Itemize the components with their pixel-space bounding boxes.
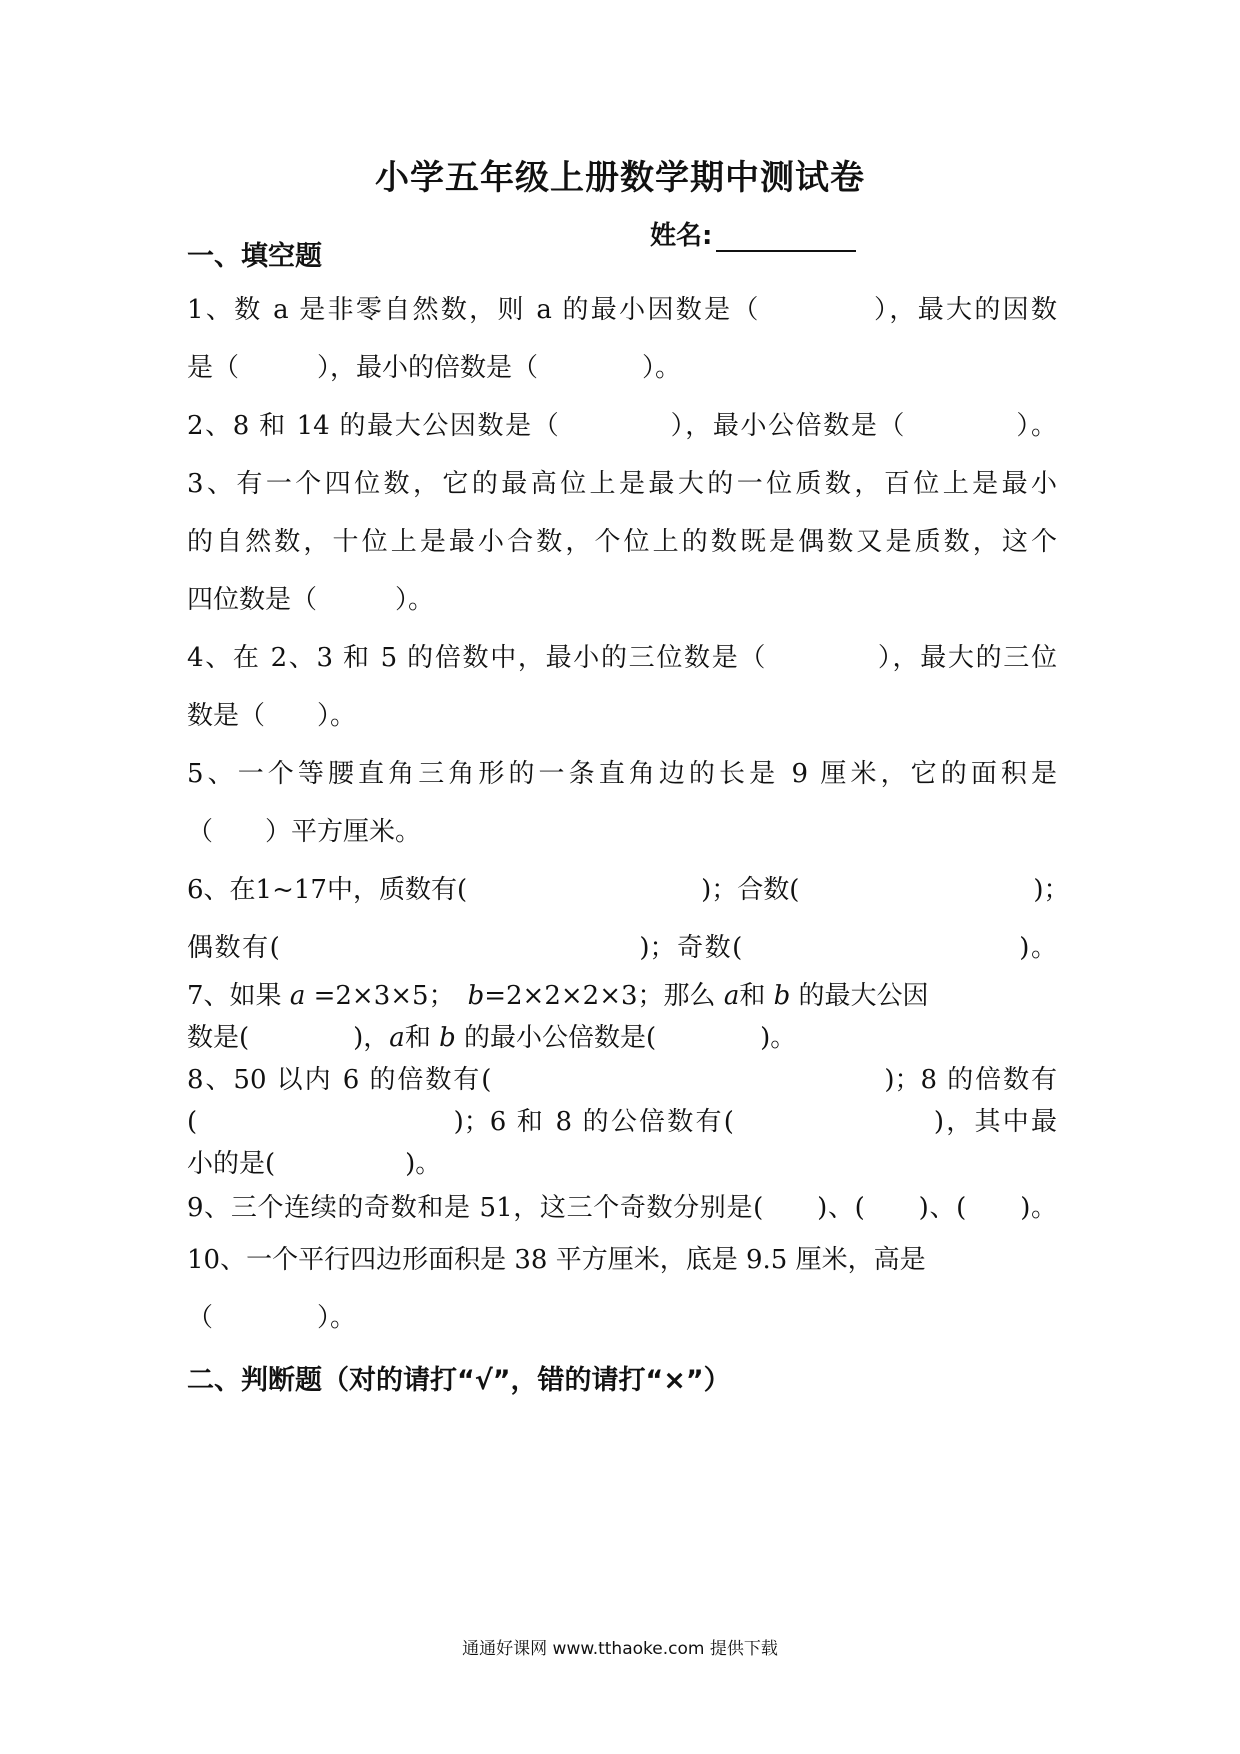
question-8-line-3: 小的是( )。 [187,1149,442,1179]
q7-text: 的最大公因 [790,981,929,1011]
question-6-line-1: 6、在1~17中，质数有( )；合数( )； [187,875,1070,905]
section-true-false-heading: 二、判断题（对的请打“√”，错的请打“×”） [187,1365,731,1396]
q7-var-a: a [389,1023,405,1053]
question-3-line-3: 四位数是（ ）。 [187,585,435,615]
question-5-line-2: （ ）平方厘米。 [187,817,422,847]
page-footer: 通通好课网 www.tthaoke.com 提供下载 [462,1639,778,1659]
page-title: 小学五年级上册数学期中测试卷 [375,158,865,198]
section-fill-in-blank-heading: 一、填空题 [187,241,322,272]
name-label: 姓名: [650,221,713,251]
question-5-line-1: 5、一个等腰直角三角形的一条直角边的长是 9 厘米，它的面积是 [187,759,1057,789]
question-6-line-2: 偶数有( )；奇数( )。 [187,933,1057,963]
question-10-line-2: （ ）。 [187,1303,357,1333]
q7-var-a: a [289,981,306,1011]
name-blank-line[interactable] [716,224,856,252]
q7-text: 和 [739,981,774,1011]
q7-var-b: b [467,981,485,1011]
q7-var-a: a [723,981,740,1011]
q7-text: =2×2×2×3；那么 [484,981,724,1011]
question-8-line-2: ( )；6 和 8 的公倍数有( )，其中最 [187,1107,1057,1137]
question-1-line-2: 是（ ），最小的倍数是（ ）。 [187,353,682,383]
q7-text: 数是( )， [187,1023,390,1053]
q7-var-b: b [773,981,791,1011]
question-1-line-1: 1、数 a 是非零自然数，则 a 的最小因数是（ ），最大的因数 [187,295,1057,325]
question-8-line-1: 8、50 以内 6 的倍数有( )；8 的倍数有 [187,1065,1057,1095]
name-field [650,215,856,252]
q7-text: 和 [404,1023,440,1053]
q7-text: 7、如果 [187,981,290,1011]
question-4-line-1: 4、在 2、3 和 5 的倍数中，最小的三位数是（ ），最大的三位 [187,643,1057,673]
question-3-line-2: 的自然数，十位上是最小合数，个位上的数既是偶数又是质数，这个 [187,527,1057,557]
q7-text: =2×3×5； [305,981,468,1011]
question-4-line-2: 数是（ ）。 [187,701,357,731]
question-10-line-1: 10、一个平行四边形面积是 38 平方厘米，底是 9.5 厘米，高是 [187,1245,926,1275]
question-3-line-1: 3、有一个四位数，它的最高位上是最大的一位质数，百位上是最小 [187,469,1057,499]
question-7-line-2 [187,1020,1057,1056]
q7-text: 的最小公倍数是( )。 [455,1023,797,1053]
q7-var-b: b [439,1023,456,1053]
question-7-line-1 [187,978,1057,1014]
question-2: 2、8 和 14 的最大公因数是（ ），最小公倍数是（ ）。 [187,411,1057,441]
question-9: 9、三个连续的奇数和是 51，这三个奇数分别是( )、( )、( )。 [187,1193,1057,1223]
